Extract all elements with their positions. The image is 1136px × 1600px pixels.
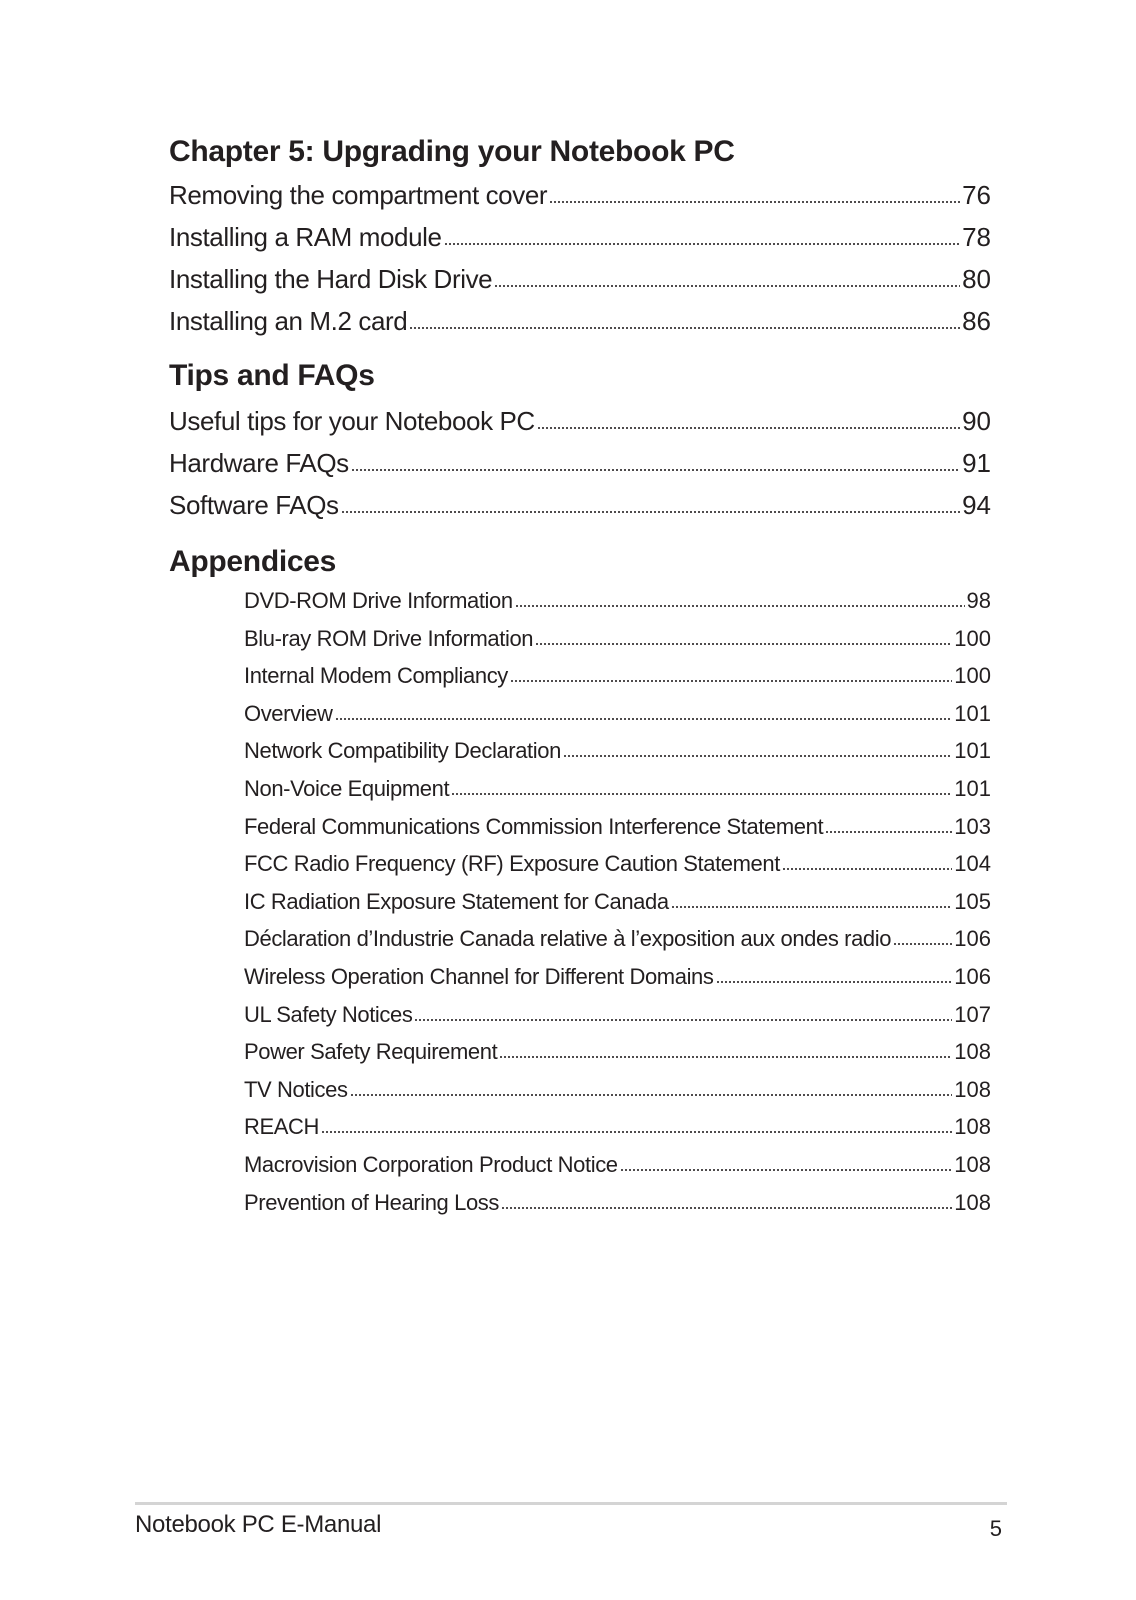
toc-entry-page-number: 80 [962, 264, 991, 294]
dot-leader [351, 466, 960, 472]
dot-leader [893, 940, 952, 946]
toc-entry-title: Installing the Hard Disk Drive [169, 264, 493, 294]
toc-entry[interactable] [169, 400, 991, 442]
dot-leader [341, 508, 960, 514]
toc-entry-title: REACH [244, 1114, 320, 1140]
toc-entry[interactable] [244, 996, 991, 1034]
toc-entry-page-number: 91 [962, 448, 991, 478]
toc-entry-title: IC Radiation Exposure Statement for Canada [244, 888, 669, 914]
toc-entry-title: Wireless Operation Channel for Different Domains [244, 963, 714, 989]
toc-entry[interactable] [244, 883, 991, 921]
toc-entry[interactable] [244, 620, 991, 658]
toc-entry[interactable] [244, 958, 991, 996]
toc-entry-page-number: 105 [954, 888, 991, 914]
footer-title: Notebook PC E-Manual [135, 1511, 382, 1538]
toc-entry-title: Déclaration d’Industrie Canada relative à l’exposition aux ondes radio [244, 926, 892, 952]
toc-entry-title: Macrovision Corporation Product Notice [244, 1151, 618, 1177]
toc-entry[interactable] [244, 732, 991, 770]
toc-entry-page-number: 104 [954, 851, 991, 877]
dot-leader [782, 865, 952, 871]
footer-page-number: 5 [989, 1516, 1002, 1541]
toc-entry-title: Installing an M.2 card [169, 306, 408, 336]
dot-leader [335, 715, 953, 721]
dot-leader [716, 978, 953, 984]
toc-entry-page-number: 101 [954, 775, 991, 801]
toc-entry-page-number: 108 [954, 1039, 991, 1065]
toc-entry-page-number: 100 [954, 663, 991, 689]
tips-heading: Tips and FAQs [169, 359, 375, 392]
toc-entry-title: Network Compatibility Declaration [244, 738, 561, 764]
toc-entry-page-number: 108 [954, 1151, 991, 1177]
toc-entry[interactable] [244, 1146, 991, 1184]
toc-entry-title: UL Safety Notices [244, 1001, 413, 1027]
toc-entry-title: Blu-ray ROM Drive Information [244, 625, 534, 651]
toc-entry[interactable] [244, 1108, 991, 1146]
dot-leader [494, 282, 960, 288]
tips-entries [169, 400, 991, 526]
toc-entry-page-number: 94 [962, 490, 991, 520]
chapter5-entries [169, 174, 991, 342]
dot-leader [409, 324, 960, 330]
toc-entry-title: Internal Modem Compliancy [244, 663, 508, 689]
toc-entry[interactable] [244, 808, 991, 846]
dot-leader [549, 198, 960, 204]
dot-leader [515, 602, 965, 608]
toc-entry-page-number: 76 [962, 180, 991, 210]
footer-divider [135, 1502, 1007, 1505]
toc-entry-page-number: 86 [962, 306, 991, 336]
toc-entry-page-number: 107 [954, 1001, 991, 1027]
toc-entry-title: Non-Voice Equipment [244, 775, 450, 801]
toc-entry-page-number: 98 [966, 588, 991, 613]
tips-section [169, 358, 991, 526]
toc-entry-title: Overview [244, 700, 333, 726]
toc-entry[interactable] [244, 695, 991, 733]
dot-leader [451, 790, 952, 796]
toc-entry-title: TV Notices [244, 1076, 348, 1102]
dot-leader [499, 1053, 952, 1059]
dot-leader [444, 240, 960, 246]
toc-entry[interactable] [244, 770, 991, 808]
chapter5-heading: Chapter 5: Upgrading your Notebook PC [169, 135, 735, 168]
toc-entry-title: Federal Communications Commission Interference Statement [244, 813, 824, 839]
dot-leader [535, 640, 952, 646]
toc-entry-page-number: 106 [954, 926, 991, 952]
toc-entry[interactable] [244, 582, 991, 620]
dot-leader [620, 1166, 953, 1172]
toc-entry-page-number: 90 [962, 406, 991, 436]
toc-entry-page-number: 106 [954, 963, 991, 989]
chapter5-section [169, 134, 991, 342]
toc-entry-title: Installing a RAM module [169, 222, 442, 252]
dot-leader [321, 1128, 952, 1134]
dot-leader [537, 424, 960, 430]
appendices-heading: Appendices [169, 545, 337, 578]
toc-entry[interactable] [244, 657, 991, 695]
toc-entry[interactable] [169, 216, 991, 258]
toc-entry[interactable] [244, 1033, 991, 1071]
appendices-entries [169, 582, 991, 1221]
toc-entry[interactable] [169, 442, 991, 484]
toc-entry-page-number: 101 [954, 700, 991, 726]
toc-entry-page-number: 101 [954, 738, 991, 764]
toc-entry-page-number: 108 [954, 1189, 991, 1215]
toc-entry-title: Prevention of Hearing Loss [244, 1189, 499, 1215]
toc-entry-page-number: 103 [954, 813, 991, 839]
toc-entry-title: FCC Radio Frequency (RF) Exposure Caution Statement [244, 851, 780, 877]
toc-entry[interactable] [244, 1071, 991, 1109]
toc-entry-title: Software FAQs [169, 490, 339, 520]
toc-entry[interactable] [244, 845, 991, 883]
toc-entry-page-number: 100 [954, 625, 991, 651]
toc-entry-title: Hardware FAQs [169, 448, 349, 478]
toc-entry[interactable] [169, 174, 991, 216]
toc-entry-title: Power Safety Requirement [244, 1039, 498, 1065]
toc-entry[interactable] [169, 484, 991, 526]
toc-entry-page-number: 108 [954, 1076, 991, 1102]
toc-entry[interactable] [244, 920, 991, 958]
toc-entry-title: Useful tips for your Notebook PC [169, 406, 535, 436]
toc-entry[interactable] [169, 258, 991, 300]
toc-entry-title: Removing the compartment cover [169, 180, 548, 210]
dot-leader [414, 1016, 952, 1022]
dot-leader [825, 828, 952, 834]
dot-leader [350, 1091, 953, 1097]
dot-leader [510, 677, 952, 683]
appendices-section [169, 544, 991, 1221]
toc-entry-title: DVD-ROM Drive Information [244, 588, 513, 613]
dot-leader [671, 903, 953, 909]
dot-leader [501, 1204, 952, 1210]
toc-entry-page-number: 78 [962, 222, 991, 252]
dot-leader [563, 752, 952, 758]
toc-entry[interactable] [244, 1184, 991, 1222]
toc-entry-page-number: 108 [954, 1114, 991, 1140]
toc-entry[interactable] [169, 300, 991, 342]
